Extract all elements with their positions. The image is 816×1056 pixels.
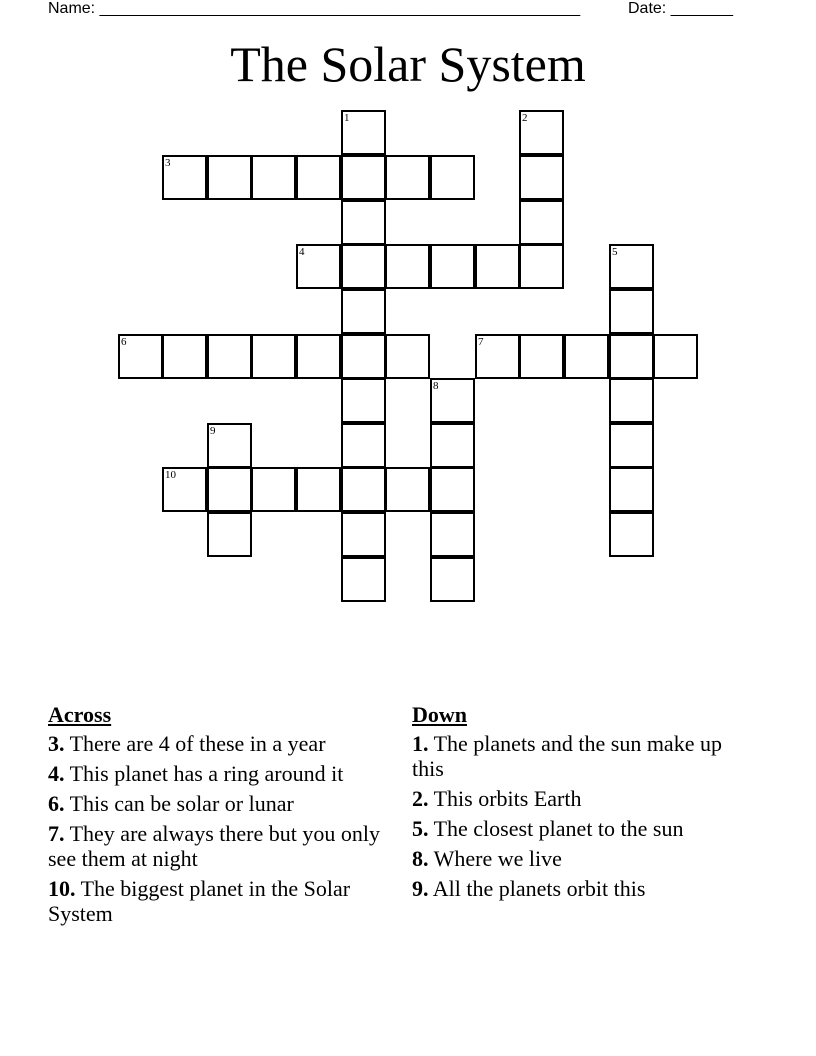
crossword-cell[interactable] [519, 200, 564, 245]
crossword-cell[interactable] [609, 423, 654, 468]
crossword-cell[interactable] [475, 244, 520, 289]
crossword-cell[interactable] [251, 155, 296, 200]
clue-text: There are 4 of these in a year [64, 731, 326, 756]
clue-text: This orbits Earth [428, 786, 582, 811]
crossword-cell[interactable] [162, 155, 207, 200]
crossword-cell[interactable] [296, 244, 341, 289]
crossword-cell[interactable] [430, 423, 475, 468]
crossword-cell[interactable] [519, 244, 564, 289]
crossword-cell[interactable] [341, 467, 386, 512]
crossword-cell[interactable] [341, 155, 386, 200]
clue-item [48, 761, 383, 786]
crossword-cell[interactable] [430, 557, 475, 602]
clue-item [48, 731, 383, 756]
clue-item [48, 821, 383, 871]
clue-text: This planet has a ring around it [64, 761, 344, 786]
clue-number-1: 1 [344, 112, 350, 124]
crossword-cell[interactable] [609, 467, 654, 512]
crossword-cell[interactable] [162, 334, 207, 379]
clue-number: 9. [412, 876, 429, 901]
crossword-cell[interactable] [385, 155, 430, 200]
across-heading: Across [48, 702, 112, 727]
crossword-cell[interactable] [385, 244, 430, 289]
crossword-cell[interactable] [341, 378, 386, 423]
crossword-cell[interactable] [296, 155, 341, 200]
clue-number-7: 7 [478, 336, 484, 348]
date-field[interactable]: Date: _______ [628, 0, 733, 17]
clue-number: 10. [48, 876, 76, 901]
crossword-cell[interactable] [207, 155, 252, 200]
clue-number-2: 2 [522, 112, 528, 124]
crossword-cell[interactable] [341, 423, 386, 468]
crossword-cell[interactable] [564, 334, 609, 379]
across-clues [48, 702, 383, 931]
crossword-cell[interactable] [609, 289, 654, 334]
name-field[interactable]: Name: ______________________________________________________ [48, 0, 581, 17]
clue-text: This can be solar or lunar [64, 791, 294, 816]
clue-text: Where we live [428, 846, 562, 871]
crossword-cell[interactable] [609, 378, 654, 423]
crossword-cell[interactable] [519, 334, 564, 379]
crossword-cell[interactable] [251, 467, 296, 512]
crossword-cell[interactable] [385, 334, 430, 379]
clue-item [412, 846, 752, 871]
crossword-cell[interactable] [207, 512, 252, 557]
crossword-cell[interactable] [296, 334, 341, 379]
clue-text: The closest planet to the sun [428, 816, 684, 841]
clue-item [412, 816, 752, 841]
crossword-cell[interactable] [519, 110, 564, 155]
crossword-cell[interactable] [341, 289, 386, 334]
crossword-cell[interactable] [430, 467, 475, 512]
crossword-cell[interactable] [341, 512, 386, 557]
crossword-cell[interactable] [118, 334, 163, 379]
clue-number-3: 3 [165, 157, 171, 169]
clue-text: All the planets orbit this [428, 876, 646, 901]
crossword-cell[interactable] [296, 467, 341, 512]
crossword-cell[interactable] [609, 244, 654, 289]
crossword-cell[interactable] [385, 467, 430, 512]
clue-number: 6. [48, 791, 65, 816]
crossword-cell[interactable] [341, 334, 386, 379]
down-heading: Down [412, 702, 468, 727]
clue-item [48, 876, 383, 926]
page-title: The Solar System [230, 36, 586, 92]
clue-number-6: 6 [121, 336, 127, 348]
clue-number: 8. [412, 846, 429, 871]
clue-item [412, 876, 752, 901]
crossword-cell[interactable] [430, 512, 475, 557]
clue-number: 4. [48, 761, 65, 786]
crossword-cell[interactable] [609, 512, 654, 557]
clue-item [412, 731, 752, 781]
crossword-cell[interactable] [341, 557, 386, 602]
clue-number-8: 8 [433, 380, 439, 392]
crossword-cell[interactable] [341, 244, 386, 289]
crossword-cell[interactable] [251, 334, 296, 379]
crossword-cell[interactable] [207, 467, 252, 512]
crossword-cell[interactable] [207, 423, 252, 468]
down-clues [412, 702, 752, 906]
crossword-cell[interactable] [341, 200, 386, 245]
clue-text: They are always there but you only see them at night [48, 821, 380, 871]
crossword-cell[interactable] [430, 244, 475, 289]
clue-number: 2. [412, 786, 429, 811]
crossword-cell[interactable] [653, 334, 698, 379]
clue-number-9: 9 [210, 425, 216, 437]
clue-number: 3. [48, 731, 65, 756]
crossword-cell[interactable] [207, 334, 252, 379]
clue-number-5: 5 [612, 246, 618, 258]
crossword-cell[interactable] [519, 155, 564, 200]
clue-number: 5. [412, 816, 429, 841]
crossword-cell[interactable] [475, 334, 520, 379]
clue-number-4: 4 [299, 246, 305, 258]
crossword-cell[interactable] [162, 467, 207, 512]
clue-text: The planets and the sun make up this [412, 731, 722, 781]
clue-number-10: 10 [165, 469, 176, 481]
crossword-cell[interactable] [609, 334, 654, 379]
clue-number: 1. [412, 731, 429, 756]
crossword-cell[interactable] [430, 378, 475, 423]
clue-item [412, 786, 752, 811]
clue-item [48, 791, 383, 816]
clue-number: 7. [48, 821, 65, 846]
crossword-cell[interactable] [341, 110, 386, 155]
crossword-cell[interactable] [430, 155, 475, 200]
clue-text: The biggest planet in the Solar System [48, 876, 351, 926]
